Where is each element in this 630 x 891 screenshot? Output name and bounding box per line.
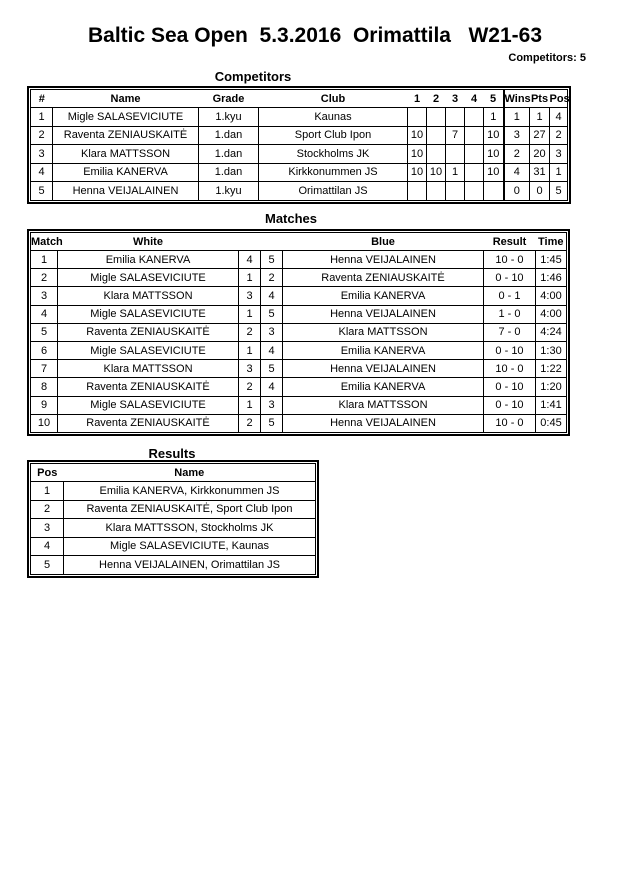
match-row [31, 396, 567, 414]
cell-round-score [446, 145, 465, 164]
cell-white-name: Migle SALASEVICIUTE [58, 396, 239, 414]
result-row [31, 500, 316, 519]
match-row [31, 305, 567, 323]
cell-blue-competitor-num: 4 [261, 378, 283, 396]
results-table [30, 463, 316, 575]
cell-competitor-name: Henna VEIJALAINEN [53, 182, 199, 201]
result-row [31, 537, 316, 556]
cell-round-score: 10 [484, 163, 504, 182]
cell-time: 1:22 [536, 360, 567, 378]
cell-white-name: Raventa ZENIAUSKAITĖ [58, 323, 239, 341]
cell-time: 4:00 [536, 305, 567, 323]
cell-competitor-number: 2 [31, 126, 53, 145]
cell-match-number: 5 [31, 323, 58, 341]
cell-blue-competitor-num: 5 [261, 414, 283, 432]
cell-result: 10 - 0 [484, 414, 536, 432]
cell-white-name: Raventa ZENIAUSKAITĖ [58, 378, 239, 396]
cell-blue-name: Klara MATTSSON [283, 396, 484, 414]
cell-match-number: 1 [31, 251, 58, 269]
cell-result: 7 - 0 [484, 323, 536, 341]
match-row [31, 360, 567, 378]
cell-time: 1:46 [536, 269, 567, 287]
cell-white-competitor-num: 1 [239, 341, 261, 359]
cell-white-name: Migle SALASEVICIUTE [58, 305, 239, 323]
cell-round-score [427, 108, 446, 127]
cell-white-competitor-num: 1 [239, 396, 261, 414]
col-header-name: Name [53, 90, 199, 108]
cell-match-number: 8 [31, 378, 58, 396]
cell-white-competitor-num: 2 [239, 414, 261, 432]
cell-blue-competitor-num: 2 [261, 269, 283, 287]
cell-result-name: Migle SALASEVICIUTE, Kaunas [64, 537, 316, 556]
cell-club: Sport Club Ipon [259, 126, 408, 145]
cell-points: 20 [530, 145, 550, 164]
col-header-round-5: 5 [484, 90, 504, 108]
col-header-grade: Grade [199, 90, 259, 108]
cell-position: 5 [550, 182, 568, 201]
competitor-row [31, 163, 568, 182]
matches-table [30, 232, 567, 433]
result-row [31, 519, 316, 538]
cell-result: 0 - 10 [484, 341, 536, 359]
cell-competitor-number: 5 [31, 182, 53, 201]
match-row [31, 341, 567, 359]
cell-position: 3 [550, 145, 568, 164]
col-header-pts: Pts [530, 90, 550, 108]
cell-blue-name: Henna VEIJALAINEN [283, 414, 484, 432]
competitor-row [31, 108, 568, 127]
result-row [31, 556, 316, 575]
cell-round-score [427, 182, 446, 201]
cell-white-competitor-num: 3 [239, 287, 261, 305]
cell-result-pos: 5 [31, 556, 64, 575]
competitor-row [31, 145, 568, 164]
cell-result: 10 - 0 [484, 251, 536, 269]
cell-blue-competitor-num: 4 [261, 287, 283, 305]
cell-result: 0 - 10 [484, 378, 536, 396]
cell-match-number: 7 [31, 360, 58, 378]
match-row [31, 323, 567, 341]
cell-result: 0 - 10 [484, 396, 536, 414]
cell-white-name: Emilia KANERVA [58, 251, 239, 269]
cell-time: 1:45 [536, 251, 567, 269]
cell-blue-competitor-num: 4 [261, 341, 283, 359]
competitor-row [31, 182, 568, 201]
cell-competitor-name: Raventa ZENIAUSKAITĖ [53, 126, 199, 145]
cell-round-score [465, 145, 484, 164]
cell-round-score: 10 [408, 145, 427, 164]
cell-time: 1:41 [536, 396, 567, 414]
competitors-count-label: Competitors: 5 [508, 52, 586, 64]
col-header-number: # [31, 90, 53, 108]
cell-white-competitor-num: 3 [239, 360, 261, 378]
cell-blue-competitor-num: 3 [261, 396, 283, 414]
cell-round-score: 10 [427, 163, 446, 182]
cell-match-number: 3 [31, 287, 58, 305]
results-header-row [31, 464, 316, 482]
cell-round-score: 10 [484, 145, 504, 164]
col-header-club: Club [259, 90, 408, 108]
cell-grade: 1.dan [199, 126, 259, 145]
match-row [31, 269, 567, 287]
match-row [31, 414, 567, 432]
cell-white-name: Klara MATTSSON [58, 287, 239, 305]
cell-wins: 3 [504, 126, 530, 145]
section-title-competitors: Competitors [214, 69, 292, 84]
cell-round-score [408, 108, 427, 127]
cell-points: 27 [530, 126, 550, 145]
cell-position: 1 [550, 163, 568, 182]
cell-round-score: 1 [446, 163, 465, 182]
cell-round-score [408, 182, 427, 201]
cell-round-score [446, 182, 465, 201]
cell-round-score: 10 [408, 163, 427, 182]
cell-wins: 2 [504, 145, 530, 164]
cell-wins: 4 [504, 163, 530, 182]
cell-white-name: Raventa ZENIAUSKAITĖ [58, 414, 239, 432]
cell-blue-name: Henna VEIJALAINEN [283, 251, 484, 269]
cell-competitor-number: 3 [31, 145, 53, 164]
cell-white-competitor-num: 2 [239, 323, 261, 341]
cell-blue-name: Henna VEIJALAINEN [283, 305, 484, 323]
col-header-pos: Pos [550, 90, 568, 108]
cell-result: 1 - 0 [484, 305, 536, 323]
col-header-round-3: 3 [446, 90, 465, 108]
cell-round-score [465, 163, 484, 182]
cell-blue-name: Emilia KANERVA [283, 341, 484, 359]
cell-position: 2 [550, 126, 568, 145]
section-title-matches: Matches [264, 211, 318, 226]
cell-blue-name: Raventa ZENIAUSKAITĖ [283, 269, 484, 287]
cell-time: 4:00 [536, 287, 567, 305]
col-header-round-1: 1 [408, 90, 427, 108]
cell-round-score [465, 108, 484, 127]
cell-match-number: 10 [31, 414, 58, 432]
cell-wins: 1 [504, 108, 530, 127]
cell-result-name: Henna VEIJALAINEN, Orimattilan JS [64, 556, 316, 575]
col-header-wins: Wins [504, 90, 530, 108]
cell-blue-competitor-num: 5 [261, 360, 283, 378]
cell-points: 0 [530, 182, 550, 201]
cell-white-name: Migle SALASEVICIUTE [58, 341, 239, 359]
cell-result-name: Raventa ZENIAUSKAITĖ, Sport Club Ipon [64, 500, 316, 519]
cell-round-score: 1 [484, 108, 504, 127]
cell-grade: 1.dan [199, 163, 259, 182]
cell-club: Kaunas [259, 108, 408, 127]
competitors-header-row [31, 90, 568, 108]
cell-competitor-name: Klara MATTSSON [53, 145, 199, 164]
cell-result-pos: 1 [31, 482, 64, 501]
match-row [31, 287, 567, 305]
competitors-table [30, 89, 568, 201]
cell-match-number: 2 [31, 269, 58, 287]
cell-white-name: Klara MATTSSON [58, 360, 239, 378]
cell-result: 0 - 1 [484, 287, 536, 305]
cell-blue-competitor-num: 5 [261, 305, 283, 323]
match-row [31, 378, 567, 396]
match-row [31, 251, 567, 269]
matches-header-row [31, 233, 567, 251]
cell-white-competitor-num: 1 [239, 269, 261, 287]
cell-blue-competitor-num: 5 [261, 251, 283, 269]
cell-white-competitor-num: 4 [239, 251, 261, 269]
cell-round-score: 10 [484, 126, 504, 145]
cell-points: 31 [530, 163, 550, 182]
cell-match-number: 4 [31, 305, 58, 323]
cell-time: 4:24 [536, 323, 567, 341]
cell-points: 1 [530, 108, 550, 127]
cell-competitor-name: Migle SALASEVICIUTE [53, 108, 199, 127]
cell-match-number: 6 [31, 341, 58, 359]
cell-club: Kirkkonummen JS [259, 163, 408, 182]
cell-position: 4 [550, 108, 568, 127]
cell-blue-competitor-num: 3 [261, 323, 283, 341]
cell-white-name: Migle SALASEVICIUTE [58, 269, 239, 287]
page-title: Baltic Sea Open 5.3.2016 Orimattila W21-63 [87, 24, 543, 47]
cell-round-score [465, 182, 484, 201]
col-header-match: Match [31, 233, 58, 251]
cell-grade: 1.kyu [199, 182, 259, 201]
cell-competitor-number: 4 [31, 163, 53, 182]
cell-time: 0:45 [536, 414, 567, 432]
competitor-row [31, 126, 568, 145]
cell-grade: 1.kyu [199, 108, 259, 127]
cell-club: Stockholms JK [259, 145, 408, 164]
col-header-numbers-spacer [239, 233, 283, 251]
cell-result-pos: 4 [31, 537, 64, 556]
cell-round-score: 10 [408, 126, 427, 145]
cell-round-score [427, 126, 446, 145]
col-header-round-2: 2 [427, 90, 446, 108]
cell-round-score [446, 108, 465, 127]
cell-competitor-number: 1 [31, 108, 53, 127]
result-row [31, 482, 316, 501]
col-header-result-name: Name [64, 464, 316, 482]
cell-club: Orimattilan JS [259, 182, 408, 201]
col-header-result: Result [484, 233, 536, 251]
cell-wins: 0 [504, 182, 530, 201]
cell-blue-name: Henna VEIJALAINEN [283, 360, 484, 378]
section-title-results: Results [148, 446, 196, 461]
col-header-white: White [58, 233, 239, 251]
col-header-blue: Blue [283, 233, 484, 251]
cell-result-name: Klara MATTSSON, Stockholms JK [64, 519, 316, 538]
cell-round-score: 7 [446, 126, 465, 145]
cell-blue-name: Emilia KANERVA [283, 378, 484, 396]
cell-blue-name: Emilia KANERVA [283, 287, 484, 305]
cell-result-name: Emilia KANERVA, Kirkkonummen JS [64, 482, 316, 501]
col-header-pos: Pos [31, 464, 64, 482]
cell-time: 1:30 [536, 341, 567, 359]
cell-result: 10 - 0 [484, 360, 536, 378]
cell-round-score [427, 145, 446, 164]
cell-white-competitor-num: 2 [239, 378, 261, 396]
cell-time: 1:20 [536, 378, 567, 396]
cell-result-pos: 2 [31, 500, 64, 519]
cell-result-pos: 3 [31, 519, 64, 538]
cell-round-score [484, 182, 504, 201]
col-header-time: Time [536, 233, 567, 251]
cell-blue-name: Klara MATTSSON [283, 323, 484, 341]
cell-round-score [465, 126, 484, 145]
cell-grade: 1.dan [199, 145, 259, 164]
cell-result: 0 - 10 [484, 269, 536, 287]
cell-match-number: 9 [31, 396, 58, 414]
cell-competitor-name: Emilia KANERVA [53, 163, 199, 182]
col-header-round-4: 4 [465, 90, 484, 108]
cell-white-competitor-num: 1 [239, 305, 261, 323]
